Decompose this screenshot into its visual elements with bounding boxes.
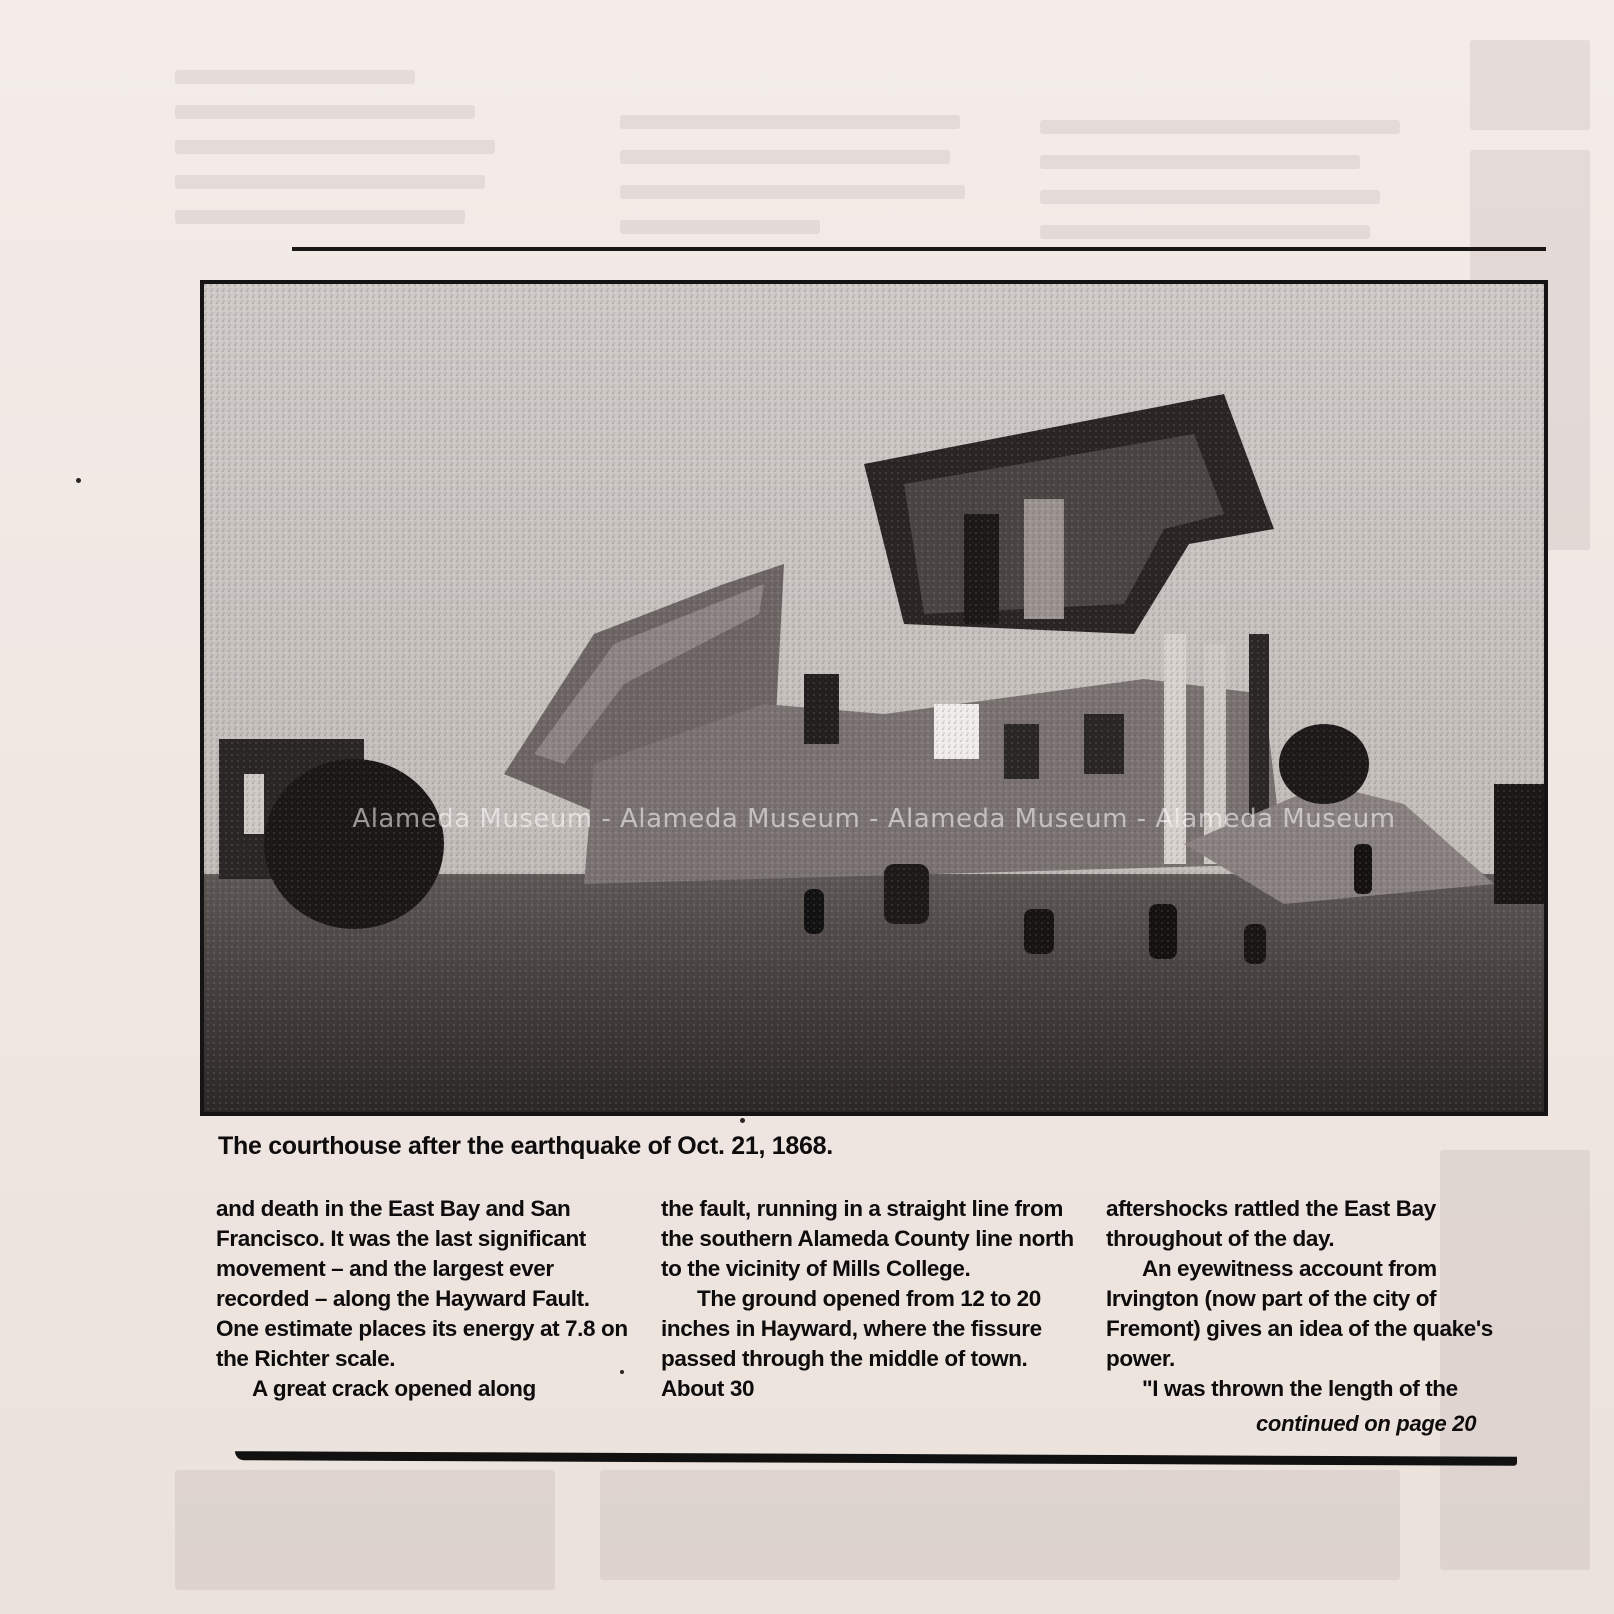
continued-note: continued on page 20 [1256, 1411, 1477, 1436]
bleed-through-line [175, 105, 475, 119]
bleed-through-block [1470, 40, 1590, 130]
top-rule [292, 247, 1546, 251]
bleed-through-line [175, 140, 495, 154]
photo-caption: The courthouse after the earthquake of Oct. 21, 1868. [218, 1132, 833, 1160]
paragraph: A great crack opened along [252, 1376, 536, 1401]
bleed-through-line [175, 175, 485, 189]
bleed-through-line [175, 210, 465, 224]
bleed-through-line [1040, 225, 1370, 239]
watermark: Alameda Museum - Alameda Museum - Alameda Museum - Alameda Museum [352, 804, 1396, 834]
article-column-1 [216, 1194, 636, 1404]
bleed-through-line [1040, 120, 1400, 134]
bleed-through-line [620, 115, 960, 129]
article-column-2 [661, 1194, 1081, 1404]
courthouse-ruins-image [204, 284, 1544, 1112]
paragraph: An eyewitness account from Irvington (now part of the city of Fremont) gives an idea of the quake's power. [1106, 1256, 1493, 1371]
paragraph: aftershocks rattled the East Bay throughout of the day. [1106, 1196, 1436, 1251]
bleed-through-line [620, 150, 950, 164]
dust-speck [76, 478, 81, 483]
bleed-through-line [620, 185, 965, 199]
bleed-through-line [620, 220, 820, 234]
bottom-rule [235, 1451, 1517, 1466]
paragraph: The ground opened from 12 to 20 inches in Hayward, where the fissure passed through the middle of town. About 30 [661, 1286, 1042, 1401]
bleed-through-block [175, 1470, 555, 1590]
bleed-through-block [600, 1470, 1400, 1580]
paragraph: the fault, running in a straight line from the southern Alameda County line north to the vicinity of Mills College. [661, 1196, 1074, 1281]
bleed-through-line [1040, 155, 1360, 169]
dust-speck [740, 1118, 745, 1123]
dust-speck [620, 1370, 624, 1374]
bleed-through-line [175, 70, 415, 84]
article-column-3 [1106, 1194, 1526, 1404]
courthouse-ruins-photo [200, 280, 1548, 1116]
paragraph: "I was thrown the length of the [1142, 1376, 1458, 1401]
bleed-through-line [1040, 190, 1380, 204]
paragraph: and death in the East Bay and San Francisco. It was the last significant movement – and the largest ever recorded – along the Hayward Fault. One estimate places its energy at 7.8 on the Richter scale. [216, 1196, 628, 1371]
